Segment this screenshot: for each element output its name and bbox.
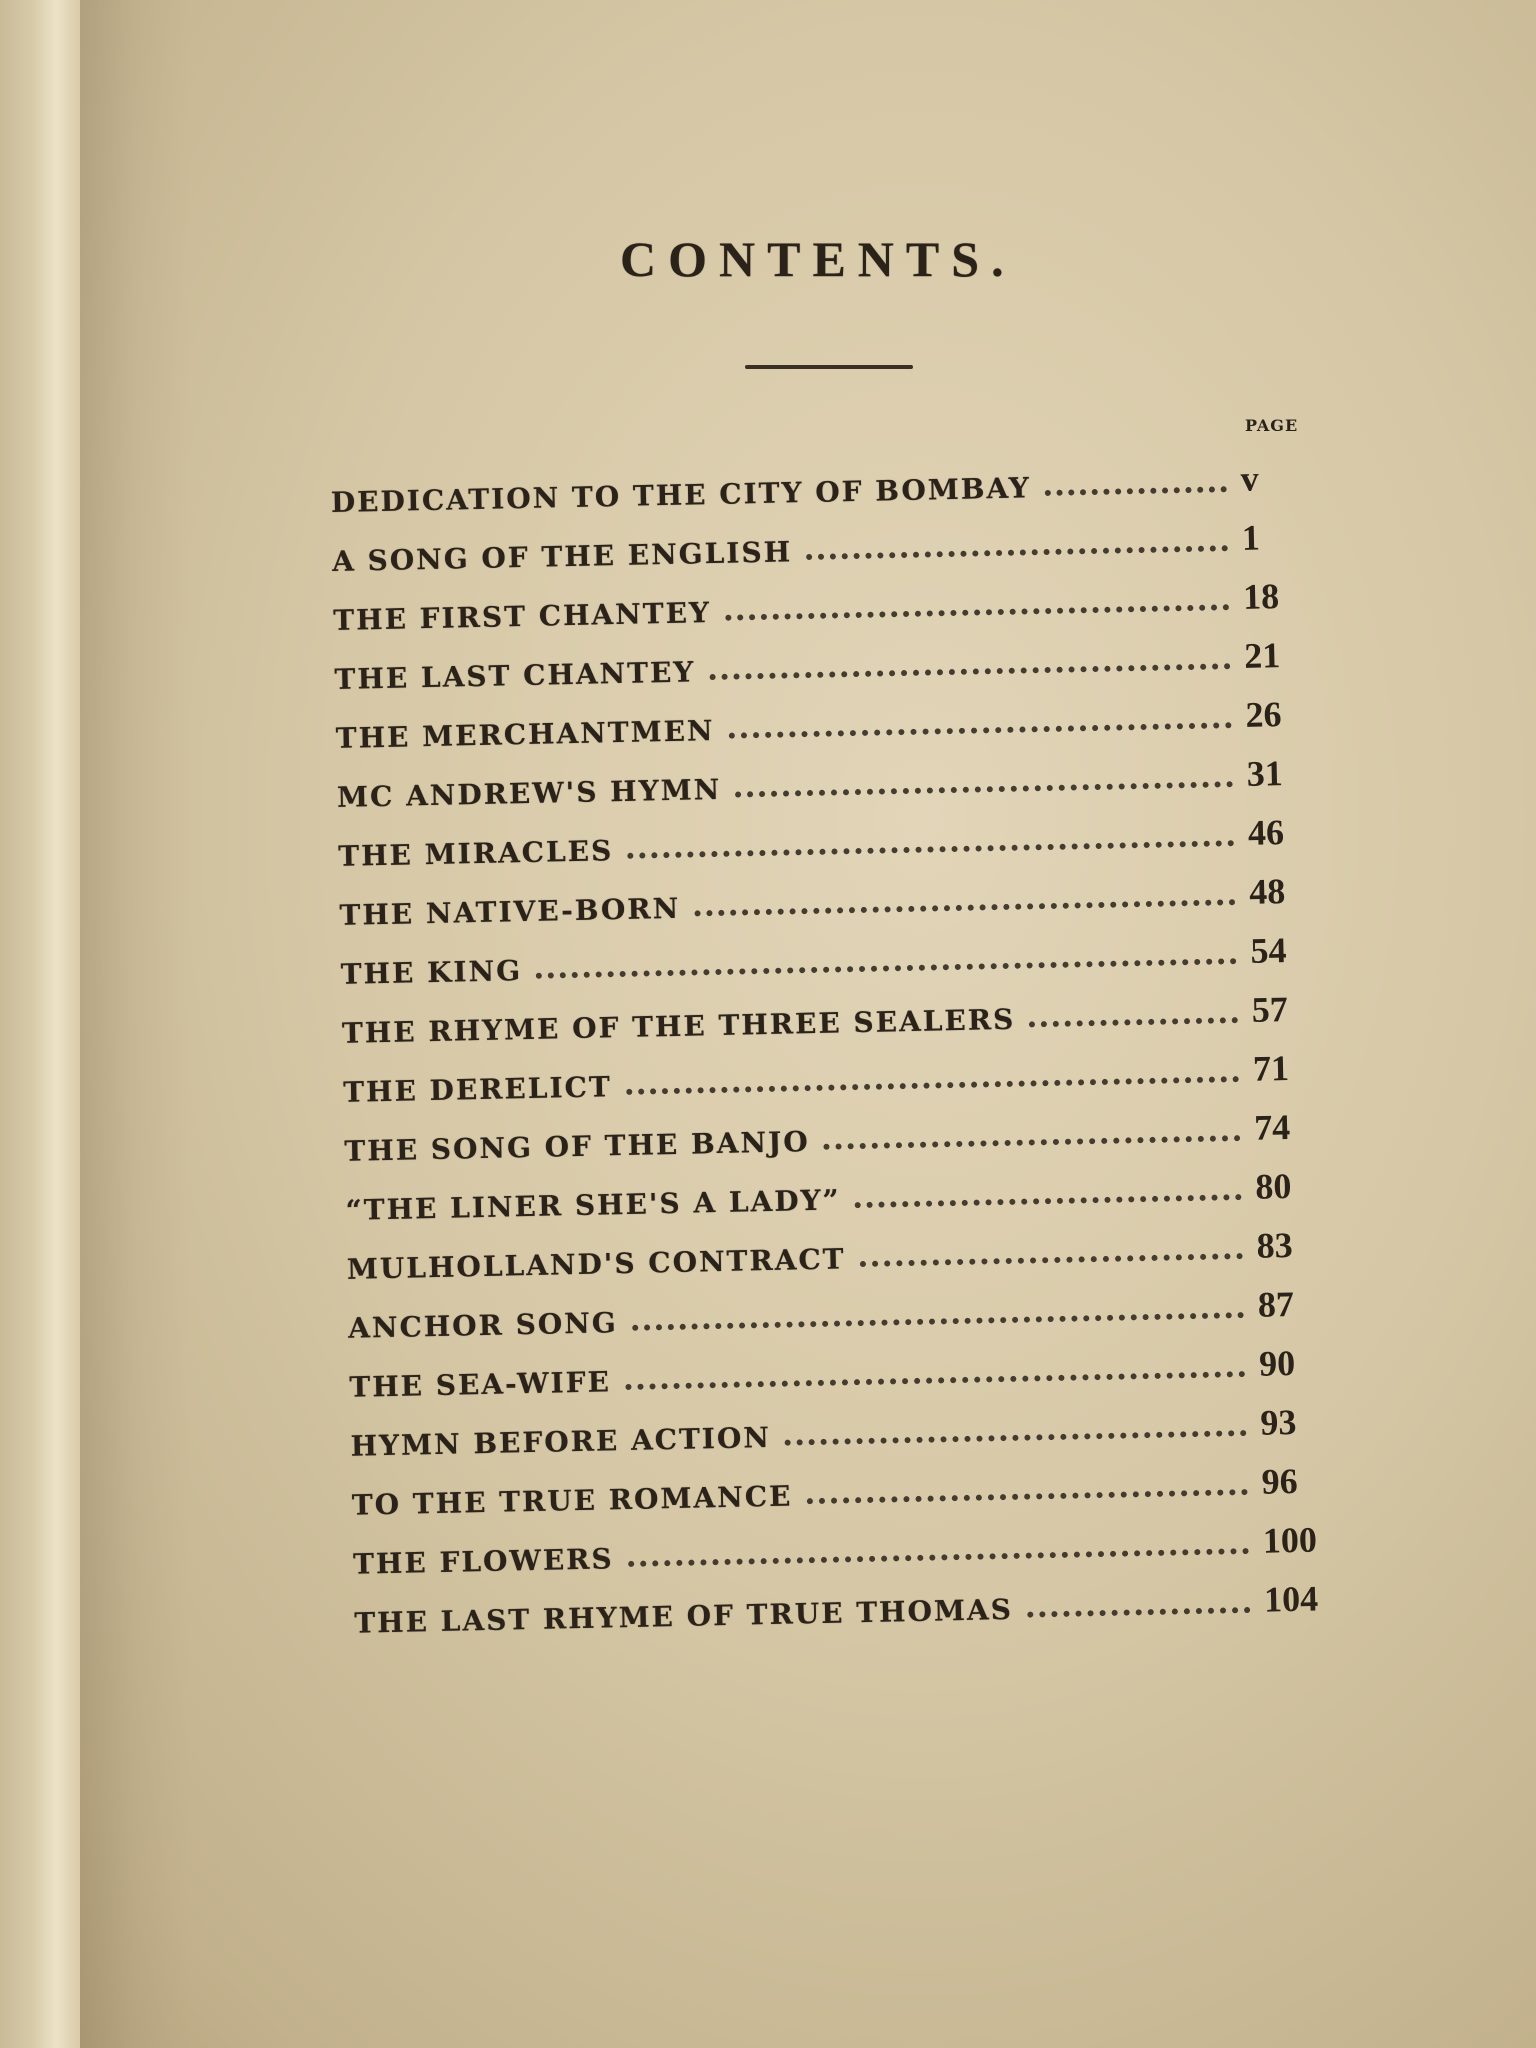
title-rule	[745, 365, 913, 369]
page-title: CONTENTS.	[620, 231, 1016, 287]
toc-entry-page: 26	[1245, 694, 1282, 735]
toc-entry-title: THE MIRACLES	[337, 834, 614, 873]
toc-entry-page: 46	[1247, 812, 1285, 853]
toc-entry-title: ANCHOR SONG	[347, 1306, 619, 1345]
toc-entry-page: 57	[1251, 989, 1289, 1030]
toc-entry-page: 83	[1256, 1225, 1294, 1266]
toc-entry-page: 87	[1257, 1284, 1295, 1325]
toc-entry-page: 93	[1259, 1401, 1297, 1443]
toc-entry-page: 90	[1258, 1342, 1296, 1384]
toc-entry-page: 48	[1248, 871, 1286, 912]
toc-entry-page: v	[1240, 458, 1260, 499]
toc-entry-title: THE LAST RHYME OF TRUE THOMAS	[354, 1592, 1014, 1640]
page-column-heading: PAGE	[1245, 416, 1299, 435]
dot-leader	[729, 722, 1232, 739]
toc-entry-page: 104	[1263, 1578, 1319, 1620]
toc-entry-page: 31	[1246, 753, 1284, 794]
dot-leader	[1029, 1017, 1238, 1027]
toc-entry-title: THE KING	[340, 954, 523, 991]
toc-entry-title: THE FLOWERS	[352, 1542, 615, 1581]
dot-leader	[855, 1194, 1242, 1208]
toc-entry-title: THE LAST CHANTEY	[334, 655, 696, 696]
dot-leader	[725, 604, 1229, 621]
toc-entry-title: TO THE TRUE ROMANCE	[351, 1479, 793, 1522]
toc-entry-title: DEDICATION TO THE CITY OF BOMBAY	[330, 471, 1032, 519]
toc-entry-page: 21	[1243, 635, 1281, 676]
toc-entry-title: “THE LINER SHE'S A LADY”	[345, 1183, 842, 1227]
table-of-contents	[330, 439, 1334, 1639]
toc-entry-title: THE MERCHANTMEN	[335, 714, 715, 755]
toc-entry-page: 18	[1242, 576, 1280, 617]
toc-entry-title: MC ANDREW'S HYMN	[336, 772, 722, 814]
toc-entry-page: 1	[1241, 517, 1261, 558]
toc-entry-page: 80	[1255, 1166, 1292, 1207]
dot-leader	[709, 663, 1230, 680]
toc-entry-title: THE SEA-WIFE	[349, 1365, 612, 1404]
toc-entry-title: A SONG OF THE ENGLISH	[331, 535, 793, 578]
toc-entry-page: 54	[1250, 930, 1287, 971]
toc-entry-page: 71	[1252, 1048, 1290, 1089]
toc-entry-title: HYMN BEFORE ACTION	[350, 1420, 772, 1463]
dot-leader	[860, 1253, 1243, 1267]
toc-entry-page: 96	[1261, 1460, 1299, 1502]
toc-entry-page: 100	[1262, 1519, 1318, 1561]
toc-entry-title: THE RHYME OF THE THREE SEALERS	[341, 1002, 1016, 1050]
toc-entry-page: 74	[1253, 1107, 1291, 1148]
dot-leader	[1045, 486, 1227, 496]
toc-entry-title: THE FIRST CHANTEY	[333, 596, 712, 637]
toc-entry-title: MULHOLLAND'S CONTRACT	[346, 1242, 846, 1286]
dot-leader	[735, 781, 1233, 797]
dot-leader	[806, 1489, 1247, 1504]
dot-leader	[1027, 1607, 1250, 1618]
toc-entry-title: THE NATIVE-BORN	[339, 891, 681, 932]
dot-leader	[785, 1430, 1247, 1446]
dot-leader	[806, 545, 1228, 560]
dot-leader	[824, 1135, 1241, 1150]
toc-entry-title: THE SONG OF THE BANJO	[344, 1125, 811, 1168]
toc-entry-title: THE DERELICT	[342, 1070, 613, 1109]
